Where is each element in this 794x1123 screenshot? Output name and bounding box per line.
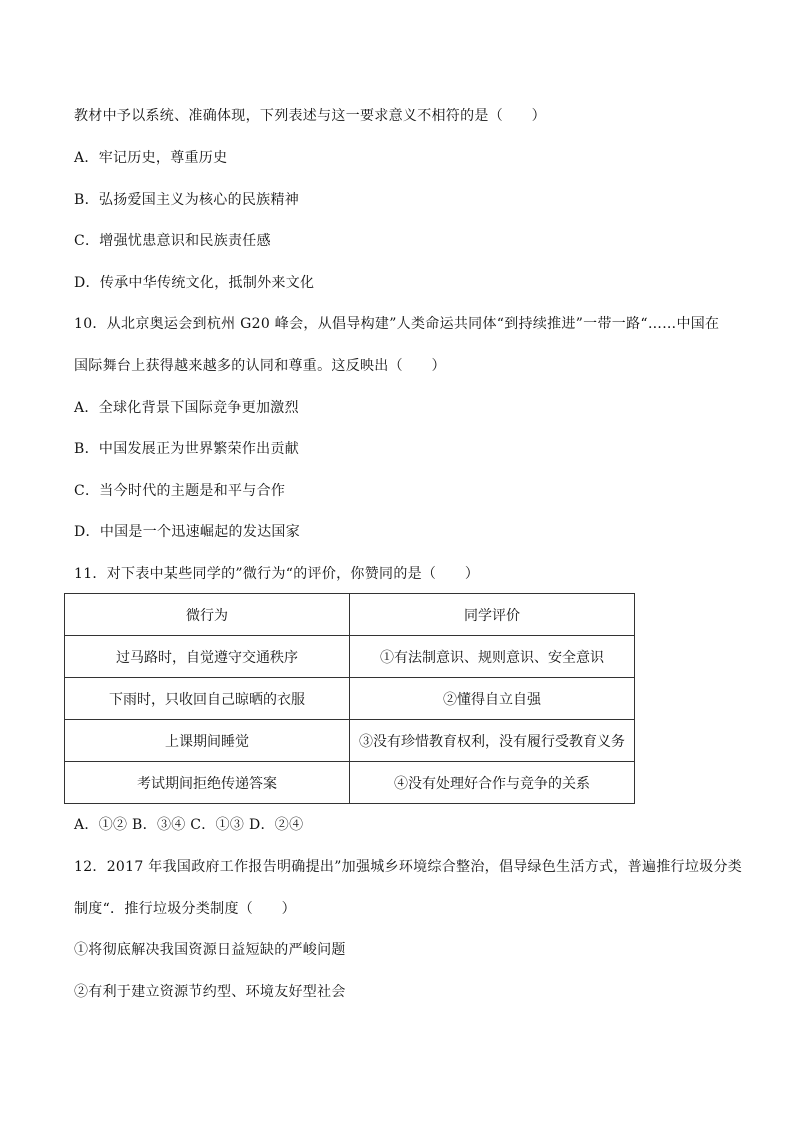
- table-cell: ①有法制意识、规则意识、安全意识: [350, 636, 635, 678]
- table-cell: ④没有处理好合作与竞争的关系: [350, 762, 635, 804]
- table-row: [65, 720, 635, 762]
- table-cell: 上课期间睡觉: [65, 720, 350, 762]
- q12-item-2: ②有利于建立资源节约型、环境友好型社会: [74, 984, 346, 1000]
- q9-option-d: D．传承中华传统文化，抵制外来文化: [74, 275, 315, 291]
- q10-option-a: A．全球化背景下国际竞争更加激烈: [74, 400, 299, 416]
- table-header-cell: 微行为: [65, 594, 350, 636]
- table-cell: ③没有珍惜教育权利，没有履行受教育义务: [350, 720, 635, 762]
- q10-option-d: D．中国是一个迅速崛起的发达国家: [74, 524, 301, 540]
- q9-option-b: B．弘扬爱国主义为核心的民族精神: [74, 192, 300, 208]
- table-cell: 考试期间拒绝传递答案: [65, 762, 350, 804]
- q9-stem-tail: 教材中予以系统、准确体现，下列表述与这一要求意义不相符的是（ ）: [74, 108, 546, 124]
- table-cell: ②懂得自立自强: [350, 678, 635, 720]
- q11-stem: 11．对下表中某些同学的”微行为“的评价，你赞同的是（ ）: [74, 566, 480, 582]
- q10-option-b: B．中国发展正为世界繁荣作出贡献: [74, 441, 300, 457]
- table-row: [65, 762, 635, 804]
- table-row: [65, 636, 635, 678]
- behavior-evaluation-table: [64, 593, 635, 804]
- table-header-row: [65, 594, 635, 636]
- table-cell: 下雨时，只收回自己晾晒的衣服: [65, 678, 350, 720]
- table-row: [65, 678, 635, 720]
- q10-stem-line-2: 国际舞台上获得越来越多的认同和尊重。这反映出（ ）: [74, 358, 446, 374]
- table-header-cell: 同学评价: [350, 594, 635, 636]
- q12-item-1: ①将彻底解决我国资源日益短缺的严峻问题: [74, 942, 346, 958]
- table-cell: 过马路时，自觉遵守交通秩序: [65, 636, 350, 678]
- q12-stem-line-2: 制度“．推行垃圾分类制度（ ）: [74, 901, 296, 917]
- q10-option-c: C．当今时代的主题是和平与合作: [74, 483, 286, 499]
- q12-stem-line-1: 12．2017 年我国政府工作报告明确提出”加强城乡环境综合整治，倡导绿色生活方式，普遍推行垃圾分类: [74, 859, 743, 875]
- q9-option-a: A．牢记历史，尊重历史: [74, 150, 228, 166]
- q9-option-c: C．增强忧患意识和民族责任感: [74, 233, 271, 249]
- q10-stem-line-1: 10．从北京奥运会到杭州 G20 峰会，从倡导构建”人类命运共同体“到持续推进”一带一路“……中国在: [74, 316, 720, 332]
- q11-options: A．①② B．③④ C．①③ D．②④: [74, 817, 304, 833]
